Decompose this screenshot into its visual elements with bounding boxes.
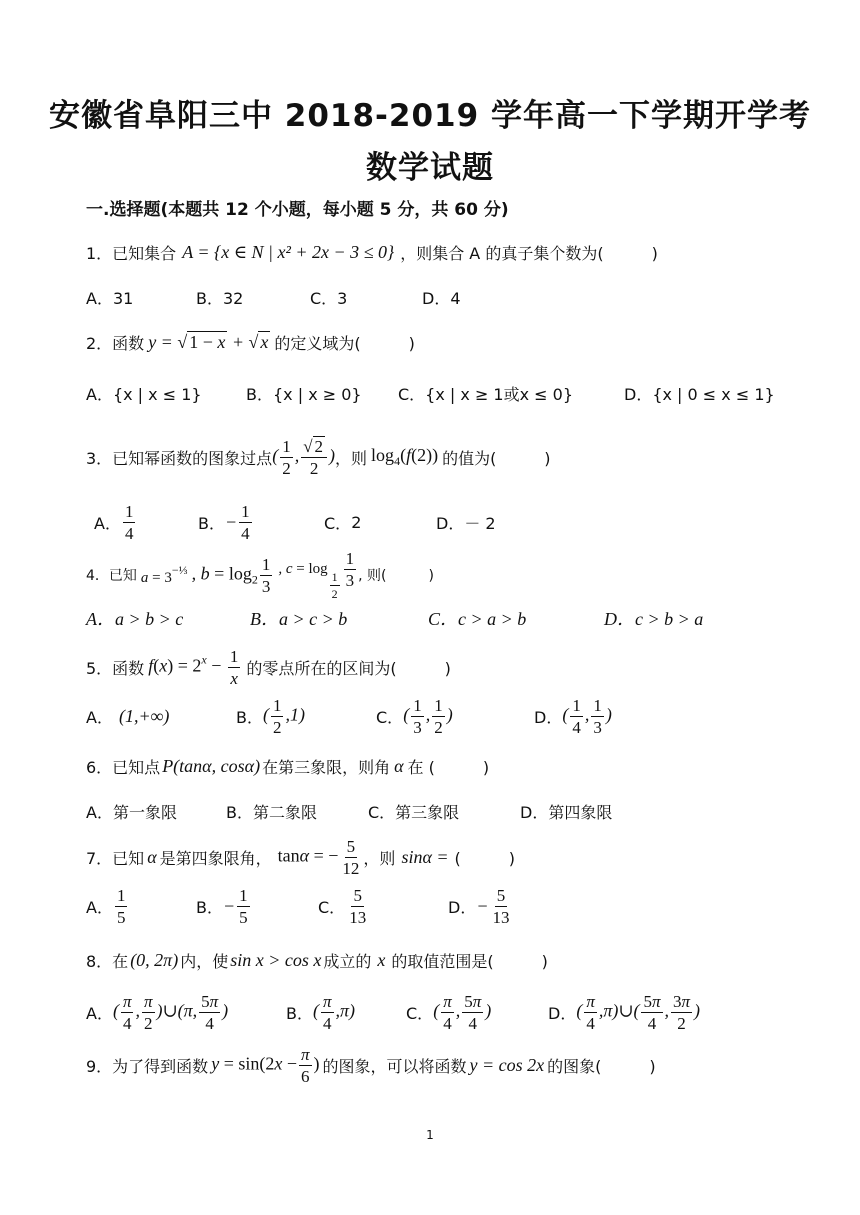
q6-point: P(tanα, cosα) [162,755,261,776]
q5-option-b[interactable]: B． ( $\frac{1}{2}$ ,1) [236,695,305,737]
q6-option-d[interactable]: D．第四象限 [520,802,613,822]
q5-options [86,694,786,738]
q4-option-d[interactable]: D．c > b > a [604,609,704,629]
question-2: 2．函数 y = √ 1 − x + √ x 的定义域为( ) [86,331,415,353]
q1-option-d[interactable]: D．4 [422,288,461,308]
q3-option-c[interactable]: C． 2 [324,512,362,533]
question-5: 5．函数 $f(x) = 2^x$ − $\frac{1}{x}$ 的零点所在的区间为( ) [86,646,451,688]
section-heading: 一.选择题(本题共 12 个小题，每小题 5 分，共 60 分) [86,200,509,220]
q6-option-a[interactable]: A．第一象限 [86,802,177,822]
q1-option-a[interactable]: A．31 [86,288,134,308]
q7-option-b[interactable]: B． − $\frac{1}{5}$ [196,885,248,927]
question-3: 3．已知幂函数的图象过点 ( $\frac{1}{2}$ , $\frac{√ 2}{2}$ ) ，则 $\log_4(f(2))$ 的值为( ) [86,436,551,478]
q3-options [86,500,786,544]
title-line-1: 安徽省阜阳三中 2018-2019 学年高一下学期开学考 [48,98,811,134]
q4-option-b[interactable]: B．a > c > b [250,609,348,629]
q7-option-a[interactable]: A． $\frac{1}{5}$ [86,885,126,927]
q6-option-b[interactable]: B．第二象限 [226,802,317,822]
page-number: 1 [426,1128,434,1142]
q2-option-d[interactable]: D．{x | 0 ≤ x ≤ 1} [624,384,775,404]
q3-option-a[interactable]: A． $\frac{1}{4}$ [94,501,134,543]
q7-options [86,884,786,928]
q8-option-c[interactable]: C． ( $\frac{\pi}{4}$ , $\frac{5\pi}{4}$ ) [406,991,492,1033]
q7-option-c[interactable]: C． $\frac{5}{13}$ [318,885,367,927]
q3-option-b[interactable]: B． − $\frac{1}{4}$ [198,501,250,543]
q4-option-a[interactable]: A．a > b > c [86,609,184,629]
q9-function: y = sin(2x − $\frac{\pi}{6}$ ) [211,1044,320,1086]
q8-options [86,990,806,1034]
q1-options [86,277,786,317]
q4-a-def: $a = 3^{-\frac{1}{3}}$ [140,563,188,586]
q1-option-b[interactable]: B．32 [196,288,244,308]
q8-option-d[interactable]: D． ( $\frac{\pi}{4}$ ,π)∪( $\frac{5\pi}{4}$ , $\frac{3\pi}{2}$ ) [548,991,701,1033]
q2-options [86,373,786,413]
q1-option-c[interactable]: C．3 [310,288,348,308]
q2-option-b[interactable]: B．{x | x ≥ 0} [246,384,362,404]
q7-given: tanα = − $\frac{5}{12}$ [277,836,360,878]
q1-set: A = {x ∈ N | x² + 2x − 3 ≤ 0} [182,241,395,262]
q3-point: ( $\frac{1}{2}$ , $\frac{√ 2}{2}$ ) [272,436,336,478]
q3-expression: $\log_4(f(2))$ [371,445,439,468]
question-1: 1．已知集合 A = {x ∈ N | x² + 2x − 3 ≤ 0} ，则集合 A 的真子集个数为( ) [86,241,658,263]
q5-function: $f(x) = 2^x$ − $\frac{1}{x}$ [148,646,239,688]
q6-option-c[interactable]: C．第三象限 [368,802,460,822]
q5-option-c[interactable]: C． ( $\frac{1}{3}$ , $\frac{1}{2}$ ) [376,695,453,737]
question-6: 6．已知点 P(tanα, cosα) 在第三象限，则角 α 在 ( ) [86,755,490,777]
q2-option-c[interactable]: C．{x | x ≥ 1或x ≤ 0} [398,384,574,404]
question-9: 9．为了得到函数 y = sin(2x − $\frac{\pi}{6}$ ) 的图象，可以将函数 y = cos 2x 的图象( ) [86,1044,656,1086]
title-line-2: 数学试题 [366,150,494,186]
question-7: 7．已知 α 是第四象限角， tanα = − $\frac{5}{12}$ ，则 sinα = ( ) [86,836,516,878]
q4-options [86,598,786,638]
question-8: 8．在 (0, 2π) 内，使 sin x > cos x 成立的 x 的取值范围是( ) [86,949,548,971]
q4-c-def: , c = log $\frac{1}{2}$ $\frac{1}{3}$ [278,549,355,601]
q2-option-a[interactable]: A．{x | x ≤ 1} [86,384,202,404]
q5-option-d[interactable]: D． ( $\frac{1}{4}$ , $\frac{1}{3}$ ) [534,695,612,737]
question-4: 4．已知 $a = 3^{-\frac{1}{3}}$ , $b = \log_2$ $\frac{1}{3}$ , c = log $\frac{1}{2}$ $\frac{1}{3}$ , 则( ) [86,549,434,601]
q2-function: y = √ 1 − x + √ x [148,331,269,352]
q8-option-a[interactable]: A． ( $\frac{\pi}{4}$ , $\frac{\pi}{2}$ )∪(π, $\frac{5\pi}{4}$ ) [86,991,229,1033]
q8-option-b[interactable]: B． ( $\frac{\pi}{4}$ ,π) [286,991,356,1033]
q5-option-a[interactable]: A． (1,+∞) [86,705,170,727]
q4-option-c[interactable]: C．c > a > b [428,609,527,629]
q4-b-def: , $b = \log_2$ $\frac{1}{3}$ [191,554,271,596]
q3-option-d[interactable]: D． － 2 [436,513,496,533]
q6-options [86,791,786,831]
q7-option-d[interactable]: D． − $\frac{5}{13}$ [448,885,510,927]
